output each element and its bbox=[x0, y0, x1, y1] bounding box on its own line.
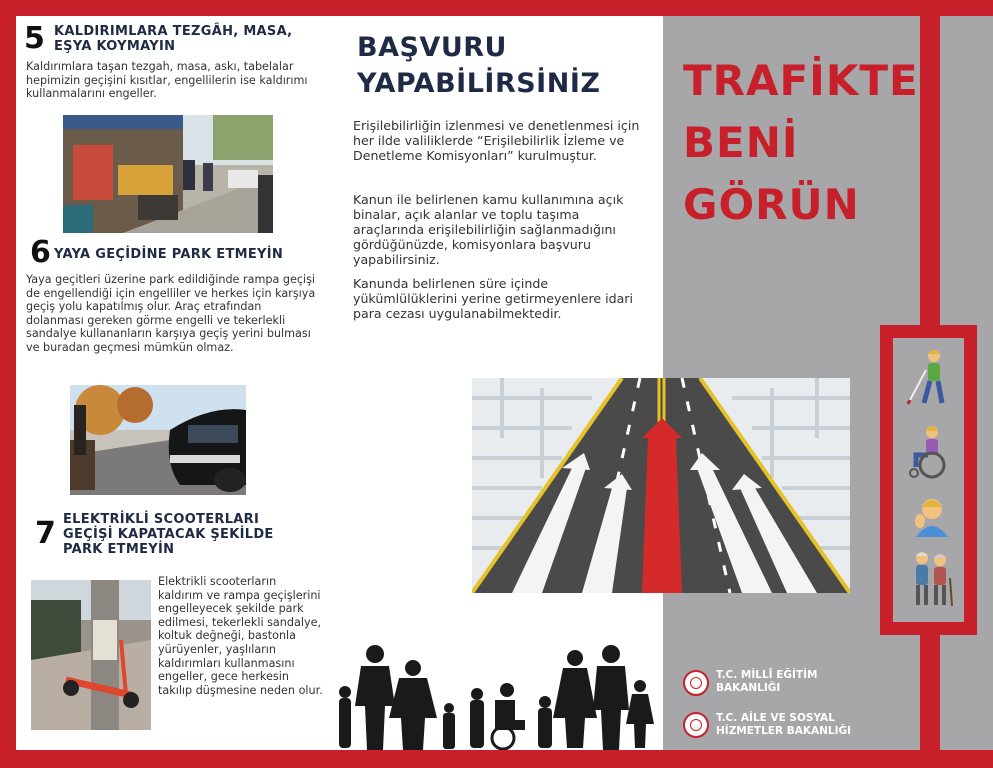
person-in-wheelchair-icon bbox=[904, 425, 954, 480]
scooter-photo bbox=[31, 580, 151, 730]
item-5-title: KALDIRIMLARA TEZGÂH, MASA, EŞYA KOYMAYIN bbox=[54, 24, 293, 54]
item-5-number: 5 bbox=[24, 21, 45, 56]
ministry-2-name bbox=[716, 712, 851, 738]
ministry-2-line1: T.C. AİLE VE SOSYAL bbox=[716, 712, 835, 724]
person-with-white-cane-icon bbox=[904, 348, 952, 408]
application-paragraph-1: Erişilebilirliğin izlenmesi ve denetlenmesi için her ilde valiliklerde “Erişilebilirlik İzleme ve Denetleme Komisyonları” kurulmuştur. bbox=[353, 118, 640, 163]
application-title-line1: BAŞVURU bbox=[357, 32, 507, 63]
car-on-crosswalk-photo bbox=[70, 385, 246, 495]
campaign-title-line1: TRAFİKTE bbox=[683, 56, 919, 105]
deaf-person-icon bbox=[908, 497, 952, 537]
red-border-bottom bbox=[0, 750, 993, 768]
application-title bbox=[357, 30, 600, 102]
ministry-2-line2: HİZMETLER BAKANLIĞI bbox=[716, 725, 851, 737]
red-border-top bbox=[0, 0, 993, 16]
road-arrows-illustration bbox=[472, 378, 850, 593]
ministry-1-line2: BAKANLIĞI bbox=[716, 682, 781, 694]
application-paragraph-2: Kanun ile belirlenen kamu kullanımına açık binalar, açık alanlar ve toplu taşıma araçlarında erişilebilirliğin sağlanmadığını gördüğünüzde, komisyonlara başvuru yapabilirsiniz. bbox=[353, 192, 624, 267]
street-stall-photo bbox=[63, 115, 273, 233]
ministry-1-name bbox=[716, 669, 817, 695]
item-7-text: Elektrikli scooterların kaldırım ve rampa geçişlerini engelleyecek şekilde park edilmesi, tekerlekli sandalye, koltuk değneği, bastonla yürüyenler, yaşlıların kaldırımları kullanmasını engeller, gece herkesin takılıp düşmesine neden olur. bbox=[158, 575, 323, 697]
campaign-title-line3: GÖRÜN bbox=[683, 180, 860, 229]
campaign-title-line2: BENİ bbox=[683, 118, 799, 167]
application-paragraph-3: Kanunda belirlenen süre içinde yükümlülüklerini yerine getirmeyenlere idari para cezası uygulanabilmektedir. bbox=[353, 276, 633, 321]
meb-seal-icon bbox=[683, 670, 709, 696]
item-6-text: Yaya geçitleri üzerine park edildiğinde rampa geçişi de engellendiği için engelliler ve herkes için karşıya geçiş yolu kapatılmış olur. Araç etrafından dolanması gereken görme engelli ve tekerlekli sandalye kullananların karşıya geçiş yerini bulması ve buradan geçmesi mümkün olmaz. bbox=[26, 273, 316, 354]
ministry-1-line1: T.C. MİLLÎ EĞİTİM bbox=[716, 669, 818, 681]
item-5-text: Kaldırımlara taşan tezgah, masa, askı, tabelalar hepimizin geçişini kısıtlar, engellilerin ise kaldırımı kullanmalarını engeller. bbox=[26, 60, 308, 101]
item-6-number: 6 bbox=[30, 235, 51, 270]
item-6-title: YAYA GEÇİDİNE PARK ETMEYİN bbox=[54, 247, 284, 262]
item-7-number: 7 bbox=[35, 516, 56, 551]
item-7-title: ELEKTRİKLİ SCOOTERLARI GEÇİŞİ KAPATACAK ŞEKİLDE PARK ETMEYİN bbox=[63, 512, 274, 557]
application-title-line2: YAPABİLİRSİNİZ bbox=[357, 68, 601, 99]
elderly-couple-icon bbox=[906, 550, 954, 608]
asbh-seal-icon bbox=[683, 712, 709, 738]
red-border-left bbox=[0, 0, 16, 768]
campaign-title bbox=[683, 50, 919, 236]
family-silhouette bbox=[335, 640, 660, 750]
